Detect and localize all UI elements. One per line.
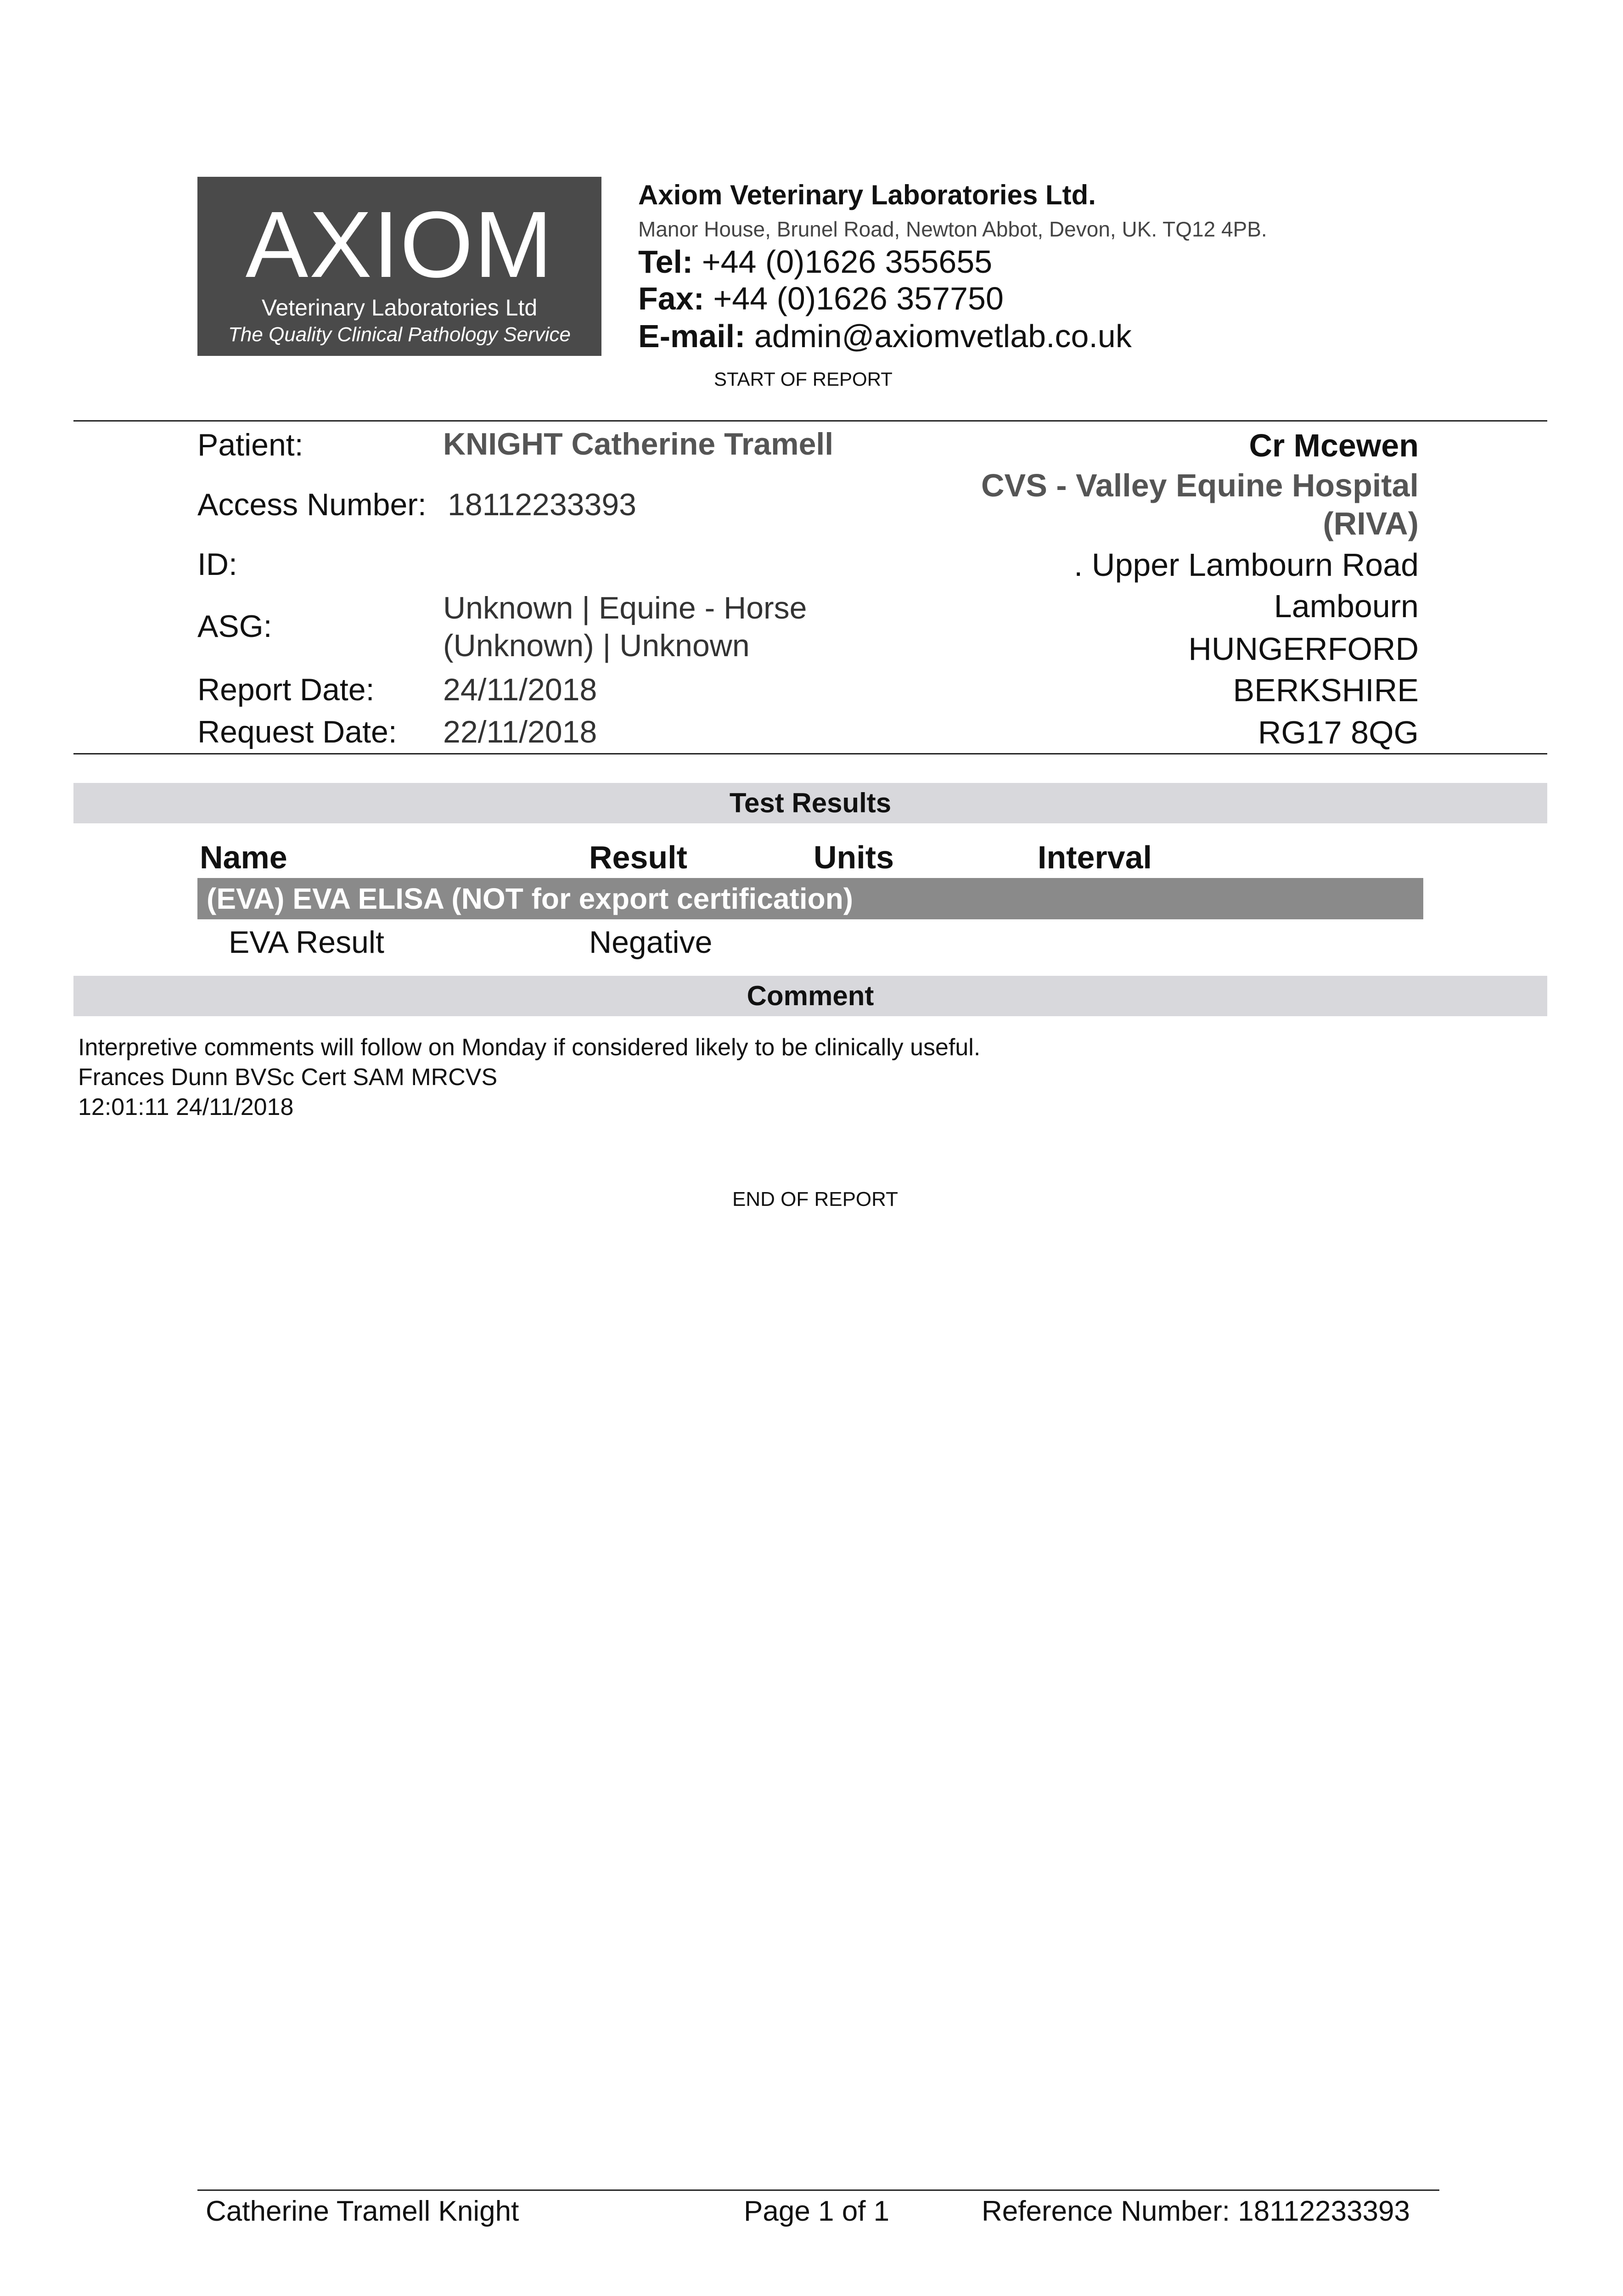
end-of-report: END OF REPORT [732,1188,899,1210]
practice-name-line-1: CVS - Valley Equine Hospital [981,467,1419,503]
patient-label: Patient: [197,428,303,462]
asg-line-1: Unknown | Equine - Horse [443,591,807,625]
comment-signatory: Frances Dunn BVSc Cert SAM MRCVS [78,1064,498,1091]
footer-reference-number: Reference Number: 18112233393 [982,2195,1410,2227]
patient-divider [73,753,1547,754]
patient-name: KNIGHT Catherine Tramell [443,427,834,461]
footer-patient-name: Catherine Tramell Knight [206,2195,519,2227]
logo-tagline: The Quality Clinical Pathology Service [228,323,571,346]
comment-band: Comment [73,976,1547,1016]
clinic-address-1: . Upper Lambourn Road [1074,547,1419,583]
vet-name: Cr Mcewen [1249,428,1419,463]
fax-label: Fax: [638,281,704,316]
tel-label: Tel: [638,244,693,280]
access-number-label: Access Number: [197,487,427,522]
footer-divider [197,2189,1439,2191]
logo-subtitle: Veterinary Laboratories Ltd [261,295,538,321]
id-label: ID: [197,547,237,582]
lab-fax [638,282,1004,315]
column-header-interval: Interval [1038,839,1152,875]
report-date-label: Report Date: [197,672,375,707]
email-label: E-mail: [638,318,746,354]
email-value[interactable]: admin@axiomvetlab.co.uk [754,318,1132,354]
column-header-units: Units [814,839,894,875]
access-number: 18112233393 [448,487,636,522]
clinic-address-2: Lambourn [1274,588,1419,624]
lab-logo [197,177,601,356]
start-of-report: START OF REPORT [714,368,893,390]
footer-page-number: Page 1 of 1 [744,2195,890,2227]
asg-line-2: (Unknown) | Unknown [443,628,750,663]
logo-wordmark: AXIOM [245,192,554,297]
comment-timestamp: 12:01:11 24/11/2018 [78,1094,294,1120]
practice-name-line-2: (RIVA) [1323,506,1419,541]
column-header-result: Result [589,839,687,875]
report-date: 24/11/2018 [443,672,597,707]
request-date: 22/11/2018 [443,715,597,749]
lab-email [638,320,1132,352]
asg-label: ASG: [197,609,272,644]
lab-address: Manor House, Brunel Road, Newton Abbot, Devon, UK. TQ12 4PB. [638,217,1267,241]
fax-value: +44 (0)1626 357750 [713,281,1004,316]
column-header-name: Name [200,839,287,875]
test-results-band: Test Results [73,783,1547,823]
comment-text: Interpretive comments will follow on Monday if considered likely to be clinically useful. [78,1034,981,1061]
top-divider [73,420,1547,422]
clinic-postcode: RG17 8QG [1258,715,1419,750]
result-row-value: Negative [589,925,713,960]
lab-name: Axiom Veterinary Laboratories Ltd. [638,180,1096,210]
result-row-name: EVA Result [229,925,384,960]
tel-value: +44 (0)1626 355655 [702,244,993,280]
clinic-county: BERKSHIRE [1233,672,1419,708]
lab-telephone [638,246,992,278]
clinic-town: HUNGERFORD [1188,631,1419,667]
request-date-label: Request Date: [197,715,397,749]
test-group-header: (EVA) EVA ELISA (NOT for export certification) [197,878,1423,919]
